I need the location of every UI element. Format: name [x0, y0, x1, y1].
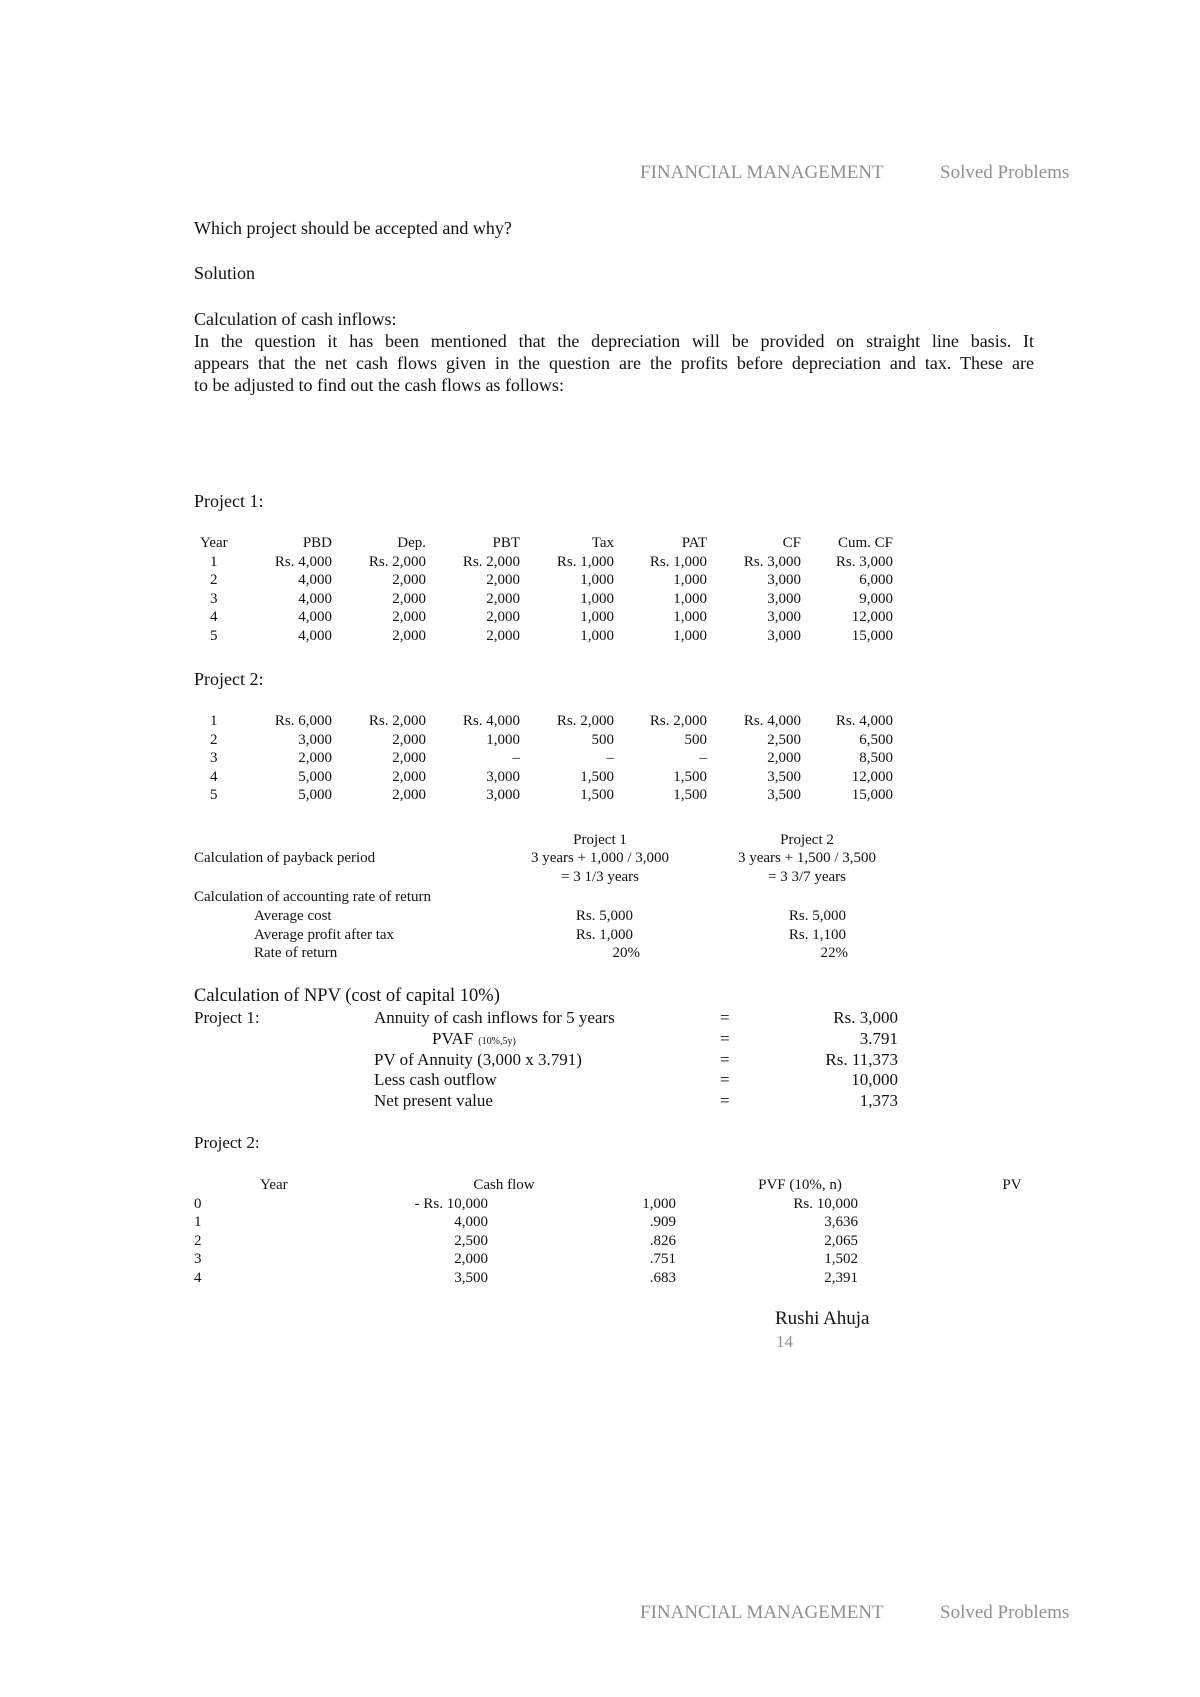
cell-cum-cf: 8,500 — [859, 750, 893, 766]
npv-line-text: Net present value — [374, 1091, 493, 1111]
npv-line-label — [374, 1008, 615, 1028]
payback-p2-line2: = 3 3/7 years — [767, 869, 847, 885]
cell-pbt: Rs. 2,000 — [462, 553, 520, 570]
npv-line-label — [374, 1091, 493, 1111]
npv2-table — [194, 1177, 1022, 1288]
table-row — [194, 1196, 914, 1215]
arr-item-p2: 22% — [820, 945, 848, 961]
cell-cum-cf: 6,500 — [859, 731, 893, 748]
cell-pbd: 4,000 — [298, 609, 332, 625]
npv-line-value: Rs. 11,373 — [825, 1049, 898, 1069]
cell-pbd: 4,000 — [298, 572, 332, 588]
cell-dep: 2,000 — [392, 609, 426, 625]
cash-inflows-line-1 — [194, 330, 1034, 352]
payback-label: Calculation of payback period — [194, 850, 376, 866]
project1-header-row — [194, 535, 914, 554]
arr-item-p2: Rs. 1,100 — [788, 926, 846, 943]
table-row — [194, 1233, 914, 1252]
cell-pbd: Rs. 4,000 — [274, 553, 332, 570]
npv2-cell-year: 4 — [194, 1269, 202, 1286]
cell-cum-cf: Rs. 3,000 — [835, 553, 893, 570]
table-row — [194, 1251, 914, 1270]
cell-cum-cf: Rs. 4,000 — [835, 713, 893, 729]
npv-line-equals: = — [720, 1091, 730, 1111]
npv2-header-row — [194, 1177, 1022, 1196]
cell-pbt: 2,000 — [486, 572, 520, 588]
col-pbd: PBD — [302, 535, 332, 551]
npv-line-subscript: (10%,5y) — [478, 1035, 516, 1047]
npv2-col-year: Year — [260, 1177, 288, 1193]
arr-label: Calculation of accounting rate of return — [194, 889, 431, 905]
project2-label: Project 2: — [194, 669, 264, 689]
cell-pat: 1,000 — [673, 609, 707, 625]
cell-pat: Rs. 1,000 — [649, 553, 707, 570]
cell-pbd: 5,000 — [298, 768, 332, 785]
footer-section: Solved Problems — [940, 1602, 1070, 1623]
cell-year: 5 — [210, 787, 218, 803]
cell-dep: 2,000 — [392, 750, 426, 766]
npv2-col-pvf: PVF (10%, n) — [758, 1177, 842, 1193]
question-text: Which project should be accepted and why? — [194, 218, 512, 238]
npv-line-text: Less cash outflow — [374, 1070, 497, 1090]
cell-cf: 3,000 — [767, 609, 801, 625]
cell-year: 4 — [210, 768, 218, 785]
npv2-cell-cashflow: 4,000 — [454, 1214, 488, 1230]
npv-line-value: Rs. 3,000 — [833, 1008, 898, 1027]
cell-pbt: 2,000 — [486, 590, 520, 607]
cell-tax: 1,000 — [580, 627, 614, 644]
cell-pbd: 4,000 — [298, 590, 332, 607]
npv2-cell-pvf: 1,000 — [642, 1195, 676, 1212]
cell-dep: Rs. 2,000 — [368, 713, 426, 729]
page-number: 14 — [776, 1332, 793, 1351]
npv-line-value: 1,373 — [859, 1091, 898, 1111]
cell-pbt: 2,000 — [486, 627, 520, 644]
cell-year: 5 — [210, 627, 218, 644]
cash-inflows-line-3: to be adjusted to find out the cash flows as follows: — [194, 375, 564, 395]
cell-cum-cf: 9,000 — [859, 590, 893, 607]
comparison-col-project1: Project 1 — [573, 832, 627, 848]
cell-pbt: 2,000 — [486, 609, 520, 625]
arr-item-p2: Rs. 5,000 — [788, 908, 846, 924]
cell-pat: 1,000 — [673, 572, 707, 588]
npv2-cell-pv: Rs. 10,000 — [793, 1195, 858, 1212]
npv-heading: Calculation of NPV (cost of capital 10%) — [194, 986, 500, 1006]
table-row — [194, 787, 914, 806]
npv-line-label — [374, 1070, 497, 1090]
cell-cum-cf: 12,000 — [851, 768, 893, 785]
cash-inflows-line-2 — [194, 352, 1034, 374]
cell-pat: Rs. 2,000 — [649, 713, 707, 729]
npv-line-text: Annuity of cash inflows for 5 years — [374, 1008, 615, 1027]
cell-pbd: 5,000 — [298, 787, 332, 803]
cell-pbd: 4,000 — [298, 627, 332, 644]
npv2-cell-pv: 3,636 — [824, 1214, 858, 1230]
header-section: Solved Problems — [940, 162, 1070, 183]
npv2-cell-year: 3 — [194, 1251, 202, 1267]
cell-year: 3 — [210, 750, 218, 766]
npv-line-value: 3.791 — [859, 1028, 898, 1048]
payback-p1-line2: = 3 1/3 years — [560, 869, 640, 885]
npv-line-text: PV of Annuity (3,000 x 3.791) — [374, 1049, 582, 1069]
npv-line-label — [432, 1029, 516, 1049]
table-row — [194, 591, 914, 610]
npv2-cell-pvf: .751 — [649, 1251, 676, 1267]
author-name: Rushi Ahuja — [775, 1308, 870, 1329]
npv2-cell-year: 0 — [194, 1195, 202, 1212]
cash-inflows-text-1: In the question it has been mentioned that the depreciation will be provided on straight line basis. It — [194, 331, 1034, 351]
header-title: FINANCIAL MANAGEMENT — [640, 162, 884, 183]
npv2-cell-pvf: .683 — [649, 1269, 676, 1286]
cell-tax: 1,000 — [580, 572, 614, 588]
table-row — [194, 628, 914, 647]
cell-pbd: 3,000 — [298, 731, 332, 748]
npv-line-equals: = — [720, 1028, 730, 1048]
npv2-cell-cashflow: 2,500 — [454, 1232, 488, 1249]
npv-project1-label: Project 1: — [194, 1008, 260, 1027]
col-tax: Tax — [591, 535, 614, 551]
cell-tax: 500 — [591, 731, 614, 748]
arr-item-label: Average cost — [254, 908, 332, 924]
table-row — [194, 750, 914, 769]
cell-tax: – — [606, 750, 614, 766]
cell-cf: Rs. 3,000 — [743, 553, 801, 570]
project1-table — [194, 535, 914, 646]
cell-dep: 2,000 — [392, 627, 426, 644]
arr-item-p1: Rs. 5,000 — [575, 908, 633, 924]
npv2-col-pv: PV — [1002, 1177, 1022, 1193]
table-row — [194, 572, 914, 591]
cell-cum-cf: 12,000 — [851, 609, 893, 625]
npv2-cell-pv: 1,502 — [824, 1251, 858, 1267]
npv2-label: Project 2: — [194, 1133, 260, 1152]
npv2-cell-year: 1 — [194, 1214, 202, 1230]
cell-cf: 3,000 — [767, 627, 801, 644]
cell-dep: 2,000 — [392, 731, 426, 748]
table-row — [194, 769, 914, 788]
payback-p1-line1: 3 years + 1,000 / 3,000 — [530, 850, 670, 866]
cell-year: 3 — [210, 590, 218, 607]
npv2-cell-pv: 2,065 — [824, 1232, 858, 1249]
cell-tax: Rs. 1,000 — [556, 553, 614, 570]
cell-cf: 3,000 — [767, 572, 801, 588]
cell-pbt: – — [512, 750, 520, 766]
cell-cum-cf: 15,000 — [851, 627, 893, 644]
comparison-col-project2: Project 2 — [780, 832, 834, 848]
cell-year: 1 — [210, 713, 218, 729]
cell-pat: – — [699, 750, 707, 766]
cash-inflows-text-2: appears that the net cash flows given in the question are the profits before depreciation and tax. These are — [194, 353, 1034, 373]
cash-inflows-heading: Calculation of cash inflows: — [194, 309, 397, 329]
cell-tax: 1,000 — [580, 590, 614, 607]
cell-pbd: Rs. 6,000 — [274, 713, 332, 729]
payback-p2-line1: 3 years + 1,500 / 3,500 — [737, 850, 877, 866]
cell-year: 4 — [210, 609, 218, 625]
npv2-cell-pvf: .909 — [649, 1214, 676, 1230]
col-pat: PAT — [681, 535, 707, 551]
col-dep: Dep. — [397, 535, 426, 551]
footer-title: FINANCIAL MANAGEMENT — [640, 1602, 884, 1623]
cell-dep: 2,000 — [392, 787, 426, 803]
npv-line-equals: = — [720, 1008, 730, 1027]
cell-pat: 500 — [684, 731, 707, 748]
cell-cf: 3,500 — [767, 787, 801, 803]
npv-line-value: 10,000 — [851, 1070, 898, 1090]
solution-label: Solution — [194, 263, 256, 283]
npv2-cell-year: 2 — [194, 1232, 202, 1249]
table-row — [194, 609, 914, 628]
arr-item-p1: 20% — [612, 945, 640, 961]
cell-cf: 3,500 — [767, 768, 801, 785]
cell-pat: 1,000 — [673, 590, 707, 607]
cell-pbt: Rs. 4,000 — [462, 713, 520, 729]
npv2-cell-cashflow: - Rs. 10,000 — [414, 1195, 488, 1212]
col-year: Year — [200, 535, 228, 551]
cell-year: 2 — [210, 572, 218, 588]
col-pbt: PBT — [492, 535, 520, 551]
cell-dep: 2,000 — [392, 572, 426, 588]
cell-pat: 1,000 — [673, 627, 707, 644]
npv2-cell-pvf: .826 — [649, 1232, 676, 1249]
cell-cf: Rs. 4,000 — [743, 713, 801, 729]
cell-year: 2 — [210, 731, 218, 748]
cell-pbd: 2,000 — [298, 750, 332, 766]
cell-pat: 1,500 — [673, 787, 707, 803]
cell-cum-cf: 6,000 — [859, 572, 893, 588]
npv2-col-cashflow: Cash flow — [473, 1177, 535, 1193]
cell-cf: 2,000 — [767, 750, 801, 766]
cell-dep: 2,000 — [392, 590, 426, 607]
cell-pbt: 3,000 — [486, 787, 520, 803]
col-cf: CF — [782, 535, 801, 551]
table-row — [194, 554, 914, 573]
cell-pat: 1,500 — [673, 768, 707, 785]
cell-tax: 1,500 — [580, 787, 614, 803]
table-row — [194, 713, 914, 732]
cell-cf: 2,500 — [767, 731, 801, 748]
table-row — [194, 1214, 914, 1233]
cell-year: 1 — [210, 553, 218, 570]
cell-dep: 2,000 — [392, 768, 426, 785]
cell-tax: 1,000 — [580, 609, 614, 625]
npv-line-text: PVAF — [432, 1028, 474, 1048]
npv-line-equals: = — [720, 1070, 730, 1090]
project2-table — [194, 713, 914, 806]
arr-item-label: Average profit after tax — [254, 926, 395, 943]
npv-line-label — [374, 1050, 582, 1070]
table-row — [194, 1270, 914, 1289]
cell-cum-cf: 15,000 — [851, 787, 893, 803]
project1-label: Project 1: — [194, 491, 264, 511]
npv2-cell-cashflow: 3,500 — [454, 1269, 488, 1286]
cell-pbt: 1,000 — [486, 731, 520, 748]
table-row — [194, 732, 914, 751]
cell-cf: 3,000 — [767, 590, 801, 607]
cell-tax: 1,500 — [580, 768, 614, 785]
cell-tax: Rs. 2,000 — [556, 713, 614, 729]
col-cum-cf: Cum. CF — [837, 535, 893, 551]
cell-pbt: 3,000 — [486, 768, 520, 785]
arr-item-p1: Rs. 1,000 — [575, 926, 633, 943]
cell-dep: Rs. 2,000 — [368, 553, 426, 570]
npv2-cell-cashflow: 2,000 — [454, 1251, 488, 1267]
arr-item-label: Rate of return — [254, 945, 338, 961]
npv2-cell-pv: 2,391 — [824, 1269, 858, 1286]
npv-line-equals: = — [720, 1049, 730, 1069]
